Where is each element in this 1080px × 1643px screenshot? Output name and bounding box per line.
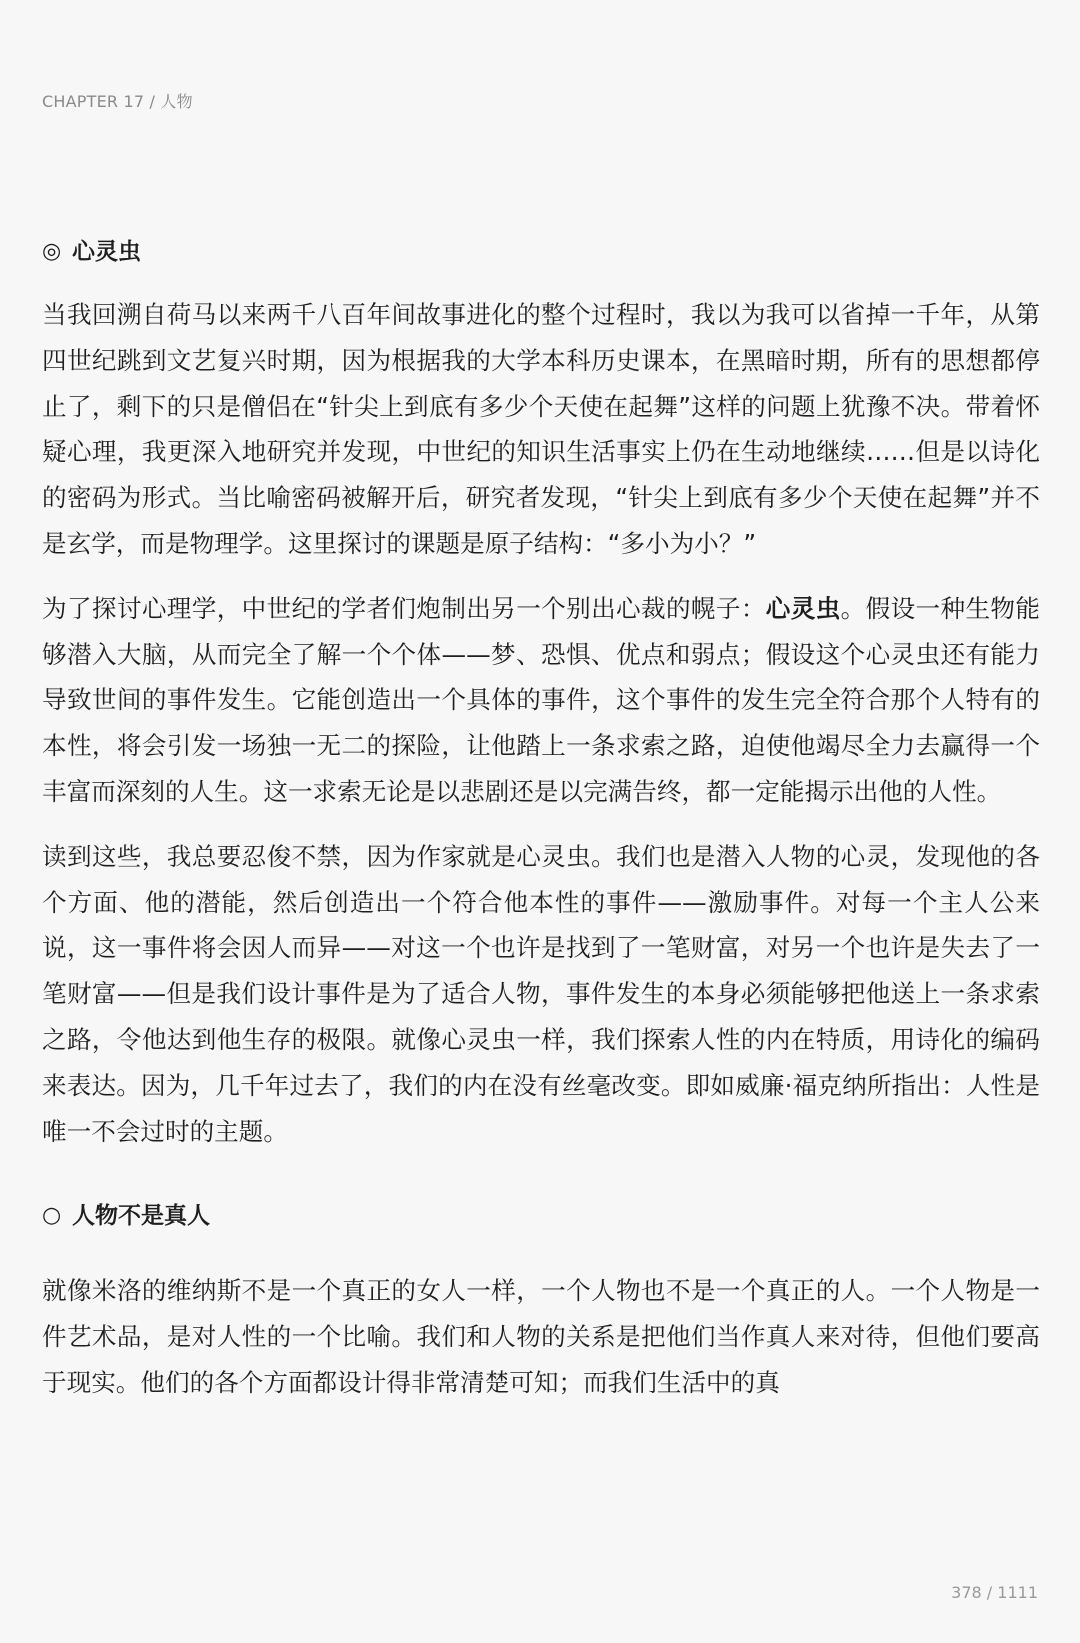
paragraph: 当我回溯自荷马以来两千八百年间故事进化的整个过程时，我以为我可以省掉一千年，从第四世纪跳到文艺复兴时期，因为根据我的大学本科历史课本，在黑暗时期，所有的思想都停止了，剩下的只是僧侣在“针尖上到底有多少个天使在起舞”这样的问题上犹豫不决。带着怀疑心理，我更深入地研究并发现，中世纪的知识生活事实上仍在生动地继续……但是以诗化的密码为形式。当比喻密码被解开后，研究者发现，“针尖上到底有多少个天使在起舞”并不是玄学，而是物理学。这里探讨的课题是原子结构：“多小为小？” bbox=[42, 300, 1040, 558]
page-content bbox=[42, 232, 1040, 1406]
chapter-header: CHAPTER 17 / 人物 bbox=[42, 92, 193, 111]
paragraph-with-emphasis bbox=[42, 586, 1040, 815]
section-heading-mind-worm bbox=[42, 232, 1040, 272]
section-heading-characters-not-real bbox=[42, 1196, 1040, 1236]
section-heading-label: 人物不是真人 bbox=[72, 1203, 210, 1230]
paragraph-text: 为了探讨心理学，中世纪的学者们炮制出另一个别出心裁的幌子： bbox=[42, 593, 766, 623]
emphasis-term: 心灵虫 bbox=[765, 593, 841, 623]
page-indicator: 378 / 1111 bbox=[951, 1583, 1038, 1602]
paragraph-text: 。假设一种生物能够潜入大脑，从而完全了解一个个体——梦、恐惧、优点和弱点；假设这个心灵虫还有能力导致世间的事件发生。它能创造出一个具体的事件，这个事件的发生完全符合那个人特有的本性，将会引发一场独一无二的探险，让他踏上一条求索之路，迫使他竭尽全力去赢得一个丰富而深刻的人生。这一求索无论是以悲剧还是以完满告终，都一定能揭示出他的人性。 bbox=[42, 593, 1040, 806]
section-heading-label: 心灵虫 bbox=[72, 239, 141, 265]
paragraph: 读到这些，我总要忍俊不禁，因为作家就是心灵虫。我们也是潜入人物的心灵，发现他的各个方面、他的潜能，然后创造出一个符合他本性的事件——激励事件。对每一个主人公来说，这一事件将会因人而异——对这一个也许是找到了一笔财富，对另一个也许是失去了一笔财富——但是我们设计事件是为了适合人物，事件发生的本身必须能够把他送上一条求索之路，令他达到他生存的极限。就像心灵虫一样，我们探索人性的内在特质，用诗化的编码来表达。因为，几千年过去了，我们的内在没有丝毫改变。即如威廉·福克纳所指出：人性是唯一不会过时的主题。 bbox=[42, 841, 1040, 1146]
double-circle-icon: ◎ bbox=[42, 239, 62, 264]
paragraph: 就像米洛的维纳斯不是一个真正的女人一样，一个人物也不是一个真正的人。一个人物是一件艺术品，是对人性的一个比喻。我们和人物的关系是把他们当作真人来对待，但他们要高于现实。他们的各个方面都设计得非常清楚可知；而我们生活中的真 bbox=[42, 1276, 1040, 1397]
circle-icon: ○ bbox=[42, 1203, 62, 1229]
